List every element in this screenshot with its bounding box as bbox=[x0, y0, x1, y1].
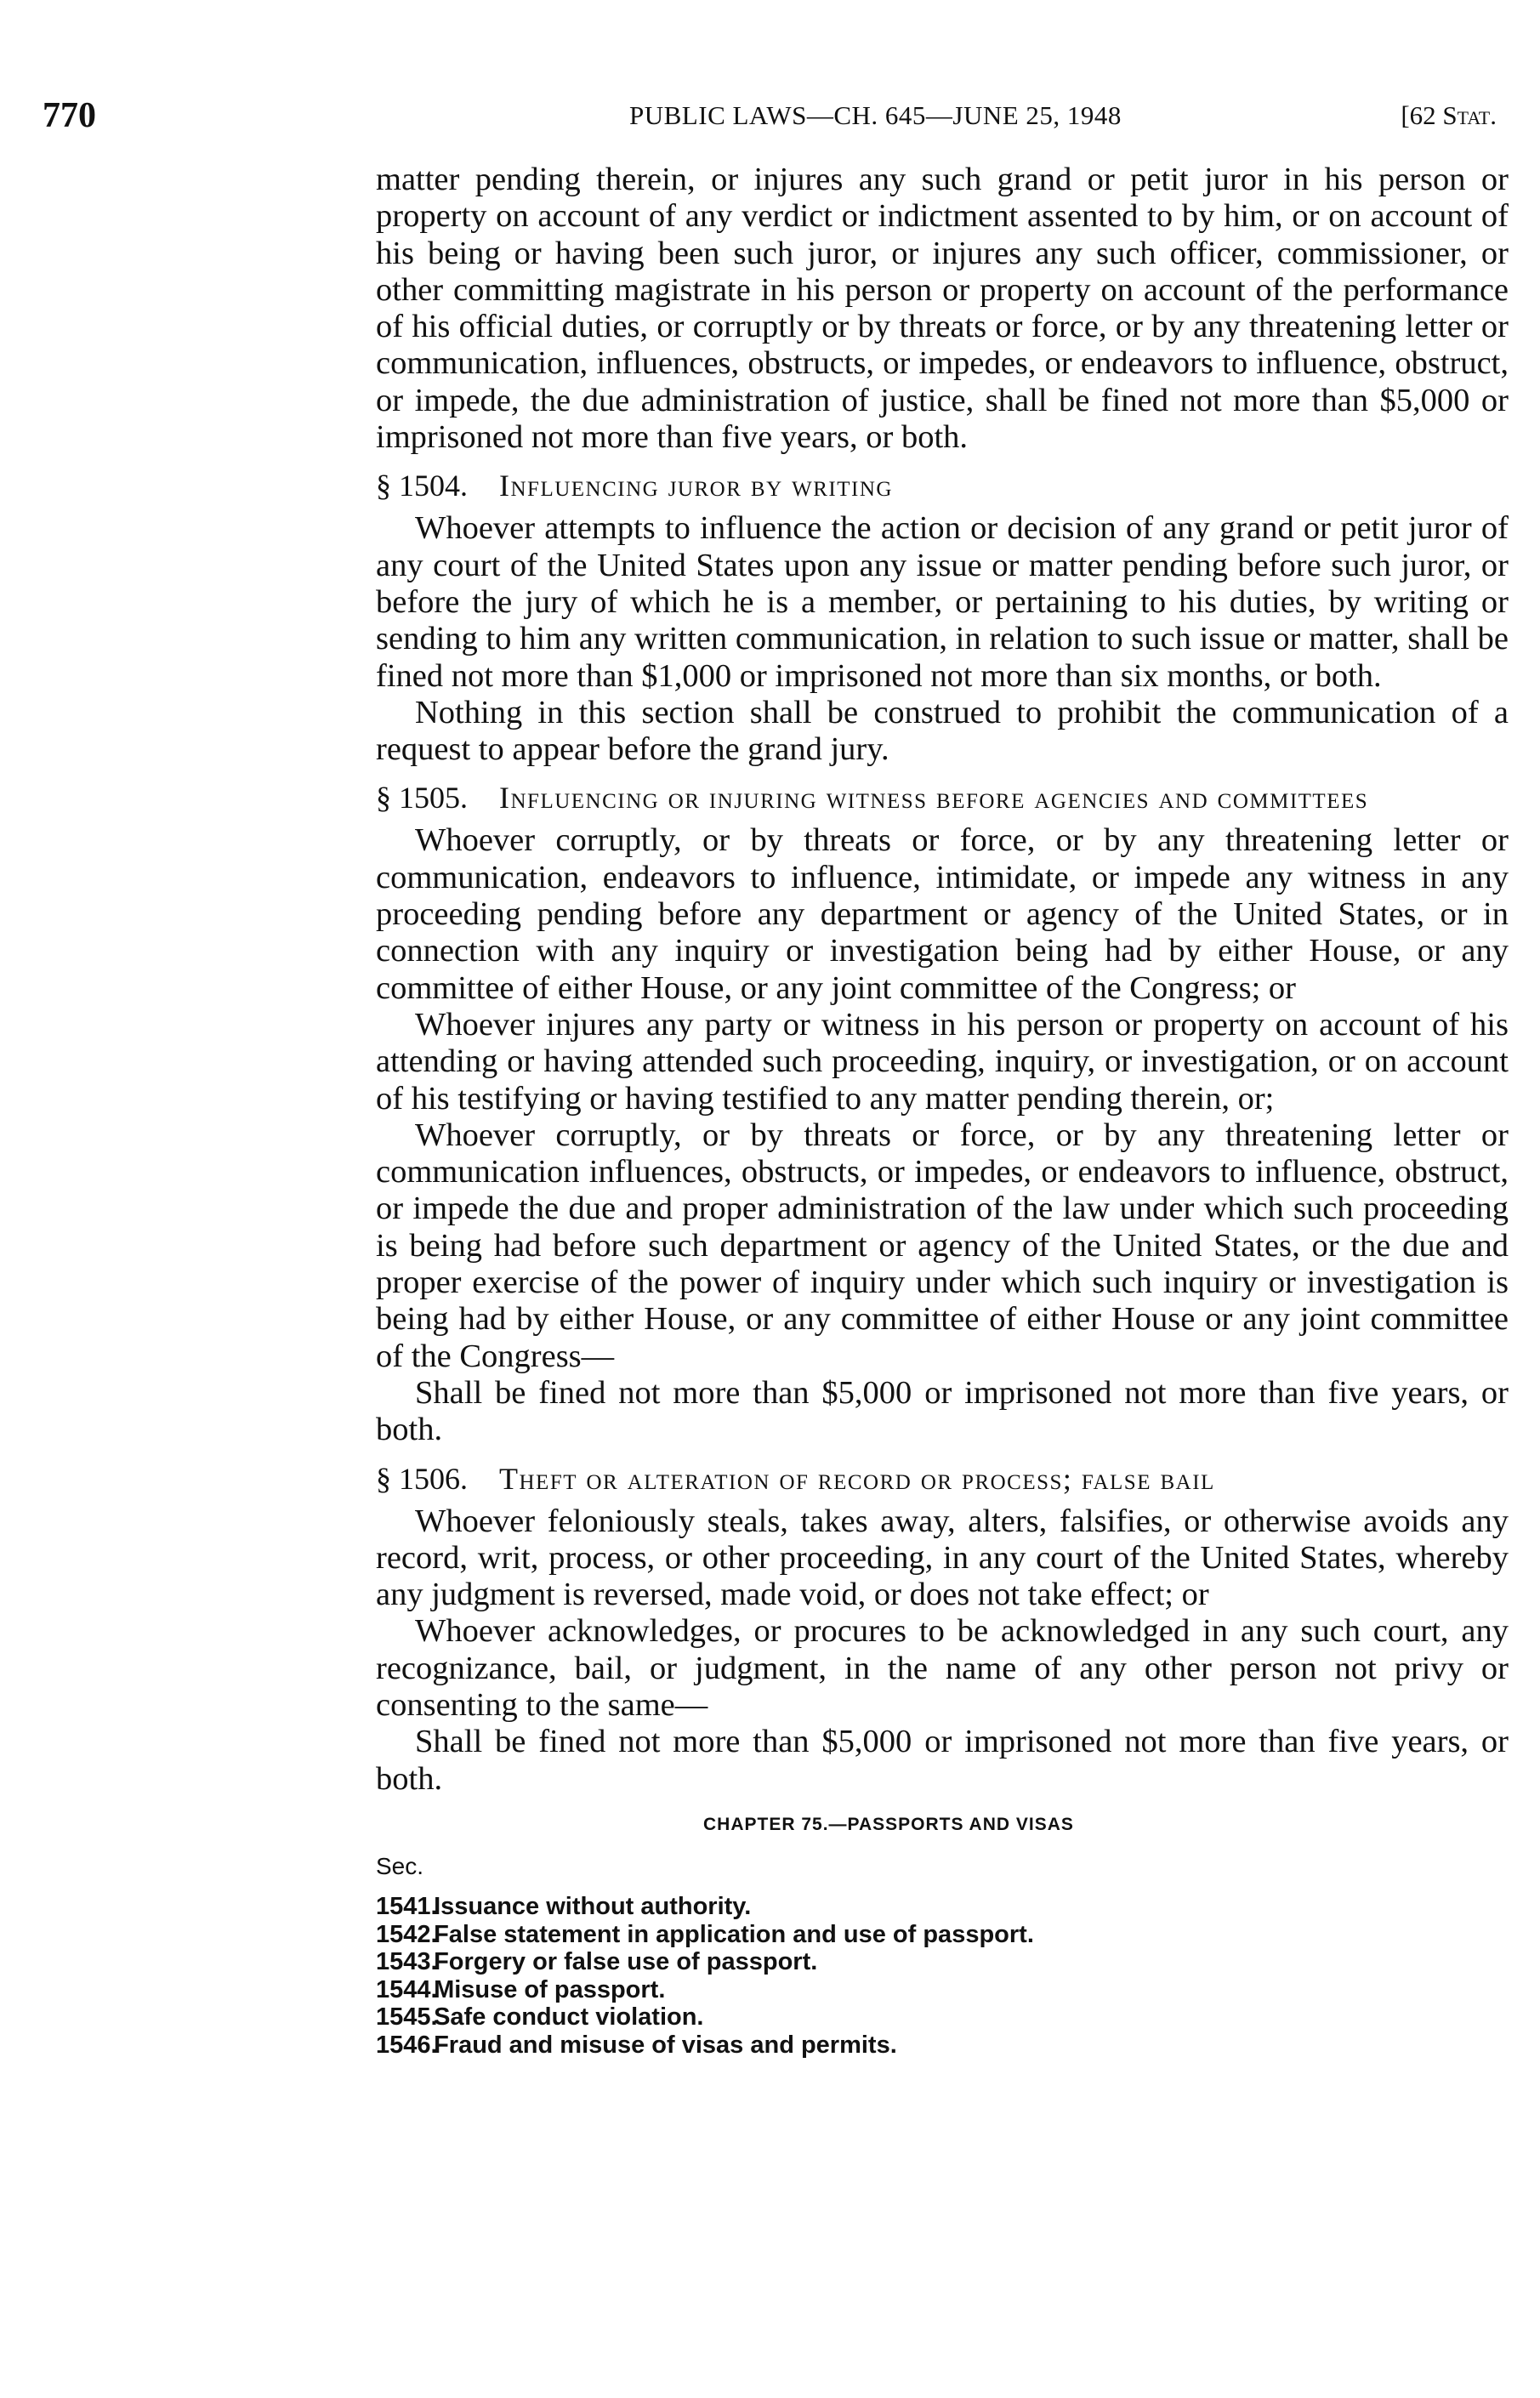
statute-reference: [62 Stat. bbox=[1401, 100, 1497, 130]
chapter-heading: CHAPTER 75.—PASSPORTS AND VISAS bbox=[703, 1814, 1074, 1834]
section-heading-1504 bbox=[376, 468, 1509, 503]
section-title: Influencing juror by writing bbox=[499, 469, 893, 503]
section-number: § 1506. bbox=[376, 1461, 468, 1496]
toc-title: False statement in application and use of passport. bbox=[434, 1920, 1034, 1948]
chapter-contents bbox=[376, 1893, 1509, 2059]
section-number: § 1504. bbox=[376, 469, 468, 503]
toc-number: 1542. bbox=[376, 1920, 438, 1948]
list-item bbox=[376, 1921, 1509, 1949]
section-heading-1505 bbox=[376, 780, 1509, 815]
section-number: § 1505. bbox=[376, 781, 468, 815]
toc-title: Safe conduct violation. bbox=[434, 2003, 704, 2031]
toc-number: 1546. bbox=[376, 2031, 438, 2059]
section-paragraph: Nothing in this section shall be construed to prohibit the communication of a request to appear before the grand jury. bbox=[376, 694, 1509, 768]
page-header bbox=[43, 95, 1497, 146]
section-paragraph: Shall be fined not more than $5,000 or imprisoned not more than five years, or both. bbox=[376, 1724, 1509, 1797]
section-paragraph: Whoever corruptly, or by threats or force, or by any threatening letter or communication influences, obstructs, or impedes, or endeavors to influence, obstruct, or impede the due and proper administration of the law under which such proceeding is being had before such department or agency of the United States, or the due and proper exercise of the power of inquiry under which such inquiry or investigation is being had by either House, or any committee of either House or any joint committee of the Congress— bbox=[376, 1117, 1509, 1374]
section-paragraph: Whoever corruptly, or by threats or force, or by any threatening letter or communication, endeavors to influence, intimidate, or impede any witness in any proceeding pending before any department or agency of the United States, or in connection with any inquiry or investigation being had by either House, or any committee of either House, or any joint committee of the Congress; or bbox=[376, 822, 1509, 1006]
toc-title: Misuse of passport. bbox=[434, 1975, 666, 2003]
toc-title: Issuance without authority. bbox=[434, 1893, 752, 1921]
list-item bbox=[376, 1976, 1509, 2004]
section-title: Influencing or injuring witness before agencies and committees bbox=[499, 781, 1369, 815]
section-title: Theft or alteration of record or process; false bail bbox=[499, 1461, 1215, 1496]
toc-number: 1545. bbox=[376, 2003, 438, 2031]
list-item bbox=[376, 1893, 1509, 1921]
list-item bbox=[376, 2003, 1509, 2031]
toc-title: Fraud and misuse of visas and permits. bbox=[434, 2031, 897, 2059]
section-paragraph: Whoever attempts to influence the action or decision of any grand or petit juror of any court of the United States upon any issue or matter pending before such juror, or before the jury of which he is a member, or pertaining to his duties, by writing or sending to him any written communication, in relation to such issue or matter, shall be fined not more than $1,000 or imprisoned not more than six months, or both. bbox=[376, 510, 1509, 694]
page-number: 770 bbox=[43, 96, 96, 135]
toc-title: Forgery or false use of passport. bbox=[434, 1948, 818, 1976]
section-heading-1506 bbox=[376, 1461, 1509, 1497]
toc-number: 1543. bbox=[376, 1948, 438, 1976]
continued-paragraph: matter pending therein, or injures any such grand or petit juror in his person or property on account of any verdict or indictment assented to by him, or on account of his being or having been such juror, or injures any such officer, commissioner, or other committing magistrate in his person or property on account of the performance of his official duties, or corruptly or by threats or force, or by any threatening letter or communication, influences, obstructs, or impedes, or endeavors to influence, obstruct, or impede, the due administration of justice, shall be fined not more than $5,000 or imprisoned not more than five years, or both. bbox=[376, 162, 1509, 456]
list-item bbox=[376, 1948, 1509, 1976]
section-paragraph: Shall be fined not more than $5,000 or imprisoned not more than five years, or both. bbox=[376, 1374, 1509, 1448]
toc-number: 1541. bbox=[376, 1893, 438, 1921]
section-paragraph: Whoever feloniously steals, takes away, alters, falsifies, or otherwise avoids any record, writ, process, or other proceeding, in any court of the United States, whereby any judgment is reversed, made void, or does not take effect; or bbox=[376, 1503, 1509, 1613]
running-head: PUBLIC LAWS—CH. 645—JUNE 25, 1948 bbox=[629, 100, 1122, 130]
section-paragraph: Whoever acknowledges, or procures to be acknowledged in any such court, any recognizance, bail, or judgment, in the name of any other person not privy or consenting to the same— bbox=[376, 1613, 1509, 1723]
list-item bbox=[376, 2031, 1509, 2060]
section-paragraph: Whoever injures any party or witness in his person or property on account of his attending or having attended such proceeding, inquiry, or investigation, or on account of his testifying or having testified to any matter pending therein, or; bbox=[376, 1006, 1509, 1117]
toc-number: 1544. bbox=[376, 1975, 438, 2003]
page-body bbox=[376, 162, 1509, 2059]
sec-label: Sec. bbox=[376, 1853, 424, 1880]
